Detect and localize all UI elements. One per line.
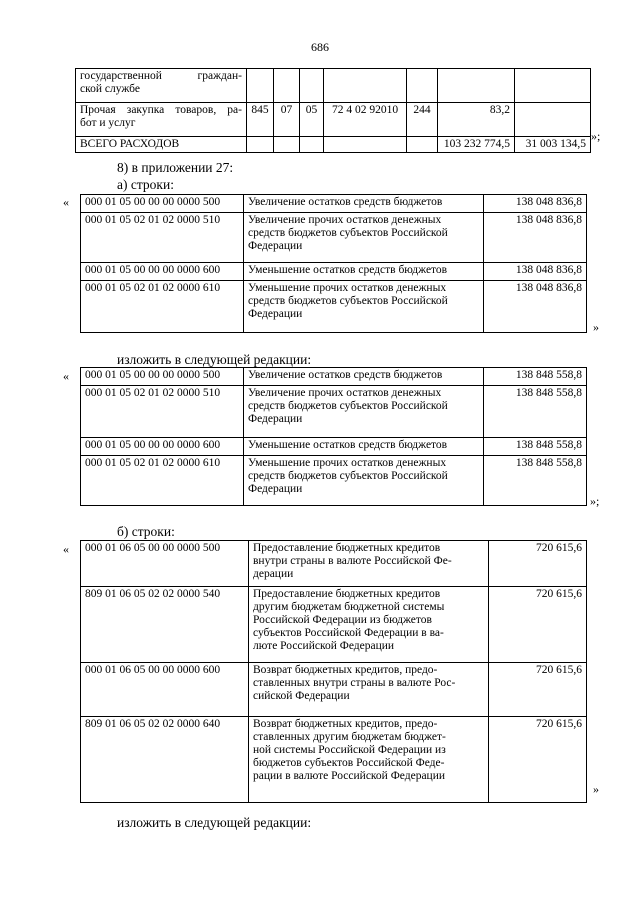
code-cell: 000 01 05 00 00 00 0000 600 <box>81 438 244 456</box>
row-name-cell <box>76 103 247 137</box>
restate-instruction: изложить в следующей редакции: <box>117 815 312 830</box>
name-line: субъектов Российской Федерации в ва- <box>253 627 444 639</box>
row-name-cell <box>76 137 247 153</box>
table-row <box>81 438 587 456</box>
value-cell: 138 848 558,8 <box>484 368 587 386</box>
name-line: ВСЕГО РАСХОДОВ <box>80 138 180 150</box>
row-name-cell <box>244 456 484 506</box>
name-line: ной системы Российской Федерации из <box>253 744 446 756</box>
table-row <box>81 587 587 663</box>
name-line: рации в валюте Российской Федерации <box>253 770 446 782</box>
value-cell: 720 615,6 <box>489 663 587 717</box>
name-line: люте Российской Федерации <box>253 640 395 652</box>
value-cell: 138 048 836,8 <box>484 263 587 281</box>
table-row <box>81 717 587 803</box>
name-line: Предоставление бюджетных кредитов <box>253 542 441 554</box>
page-number: 686 <box>311 40 329 54</box>
restate-instruction: изложить в следующей редакции: <box>117 352 312 367</box>
table-cell-c1 <box>247 69 274 103</box>
subsection-a: а) строки: <box>117 177 174 192</box>
table-cell-c6 <box>438 69 515 103</box>
name-line: государственной граждан- <box>80 70 242 82</box>
value-cell: 720 615,6 <box>489 587 587 663</box>
name-line: ставленных внутри страны в валюте Рос- <box>253 677 456 689</box>
code-cell: 000 01 06 05 00 00 0000 600 <box>81 663 249 717</box>
name-line: Уменьшение остатков средств бюджетов <box>248 439 448 451</box>
table-row <box>81 541 587 587</box>
value-cell: 138 048 836,8 <box>484 213 587 263</box>
name-line: внутри страны в валюте Российской Фе- <box>253 555 452 567</box>
table-cell-c2 <box>274 137 300 153</box>
name-line: Прочая закупка товаров, ра- <box>80 104 242 116</box>
name-line: средств бюджетов субъектов Российской <box>248 470 448 482</box>
name-line: ской службе <box>80 83 140 95</box>
table-cell-c4 <box>324 137 407 153</box>
sources-table-old-a <box>80 194 587 333</box>
expenses-table <box>75 68 591 153</box>
name-line: Уменьшение прочих остатков денежных <box>248 457 447 469</box>
table-cell-c1 <box>247 137 274 153</box>
close-quote: » <box>593 320 599 334</box>
name-line: бюджетов субъектов Российской Феде- <box>253 757 445 769</box>
table-row <box>76 69 591 103</box>
row-name-cell <box>244 213 484 263</box>
name-line: Увеличение остатков средств бюджетов <box>248 196 443 208</box>
subsection-b: б) строки: <box>117 524 175 539</box>
table-cell-c3: 05 <box>300 103 324 137</box>
name-line: другим бюджетам бюджетной системы <box>253 601 445 613</box>
table-cell-c2: 07 <box>274 103 300 137</box>
name-line: дерации <box>253 568 294 580</box>
open-quote: « <box>63 369 69 383</box>
row-name-cell <box>76 69 247 103</box>
value-cell: 138 848 558,8 <box>484 386 587 438</box>
code-cell: 809 01 06 05 02 02 0000 640 <box>81 717 249 803</box>
table-row <box>76 103 591 137</box>
code-cell: 809 01 06 05 02 02 0000 540 <box>81 587 249 663</box>
close-quote: »; <box>590 494 600 508</box>
table-cell-c6: 103 232 774,5 <box>438 137 515 153</box>
code-cell: 000 01 05 02 01 02 0000 510 <box>81 386 244 438</box>
row-name-cell <box>244 195 484 213</box>
table-cell-c7 <box>515 103 591 137</box>
name-line: Уменьшение прочих остатков денежных <box>248 282 447 294</box>
table-cell-c7: 31 003 134,5 <box>515 137 591 153</box>
row-name-cell <box>244 438 484 456</box>
code-cell: 000 01 05 02 01 02 0000 610 <box>81 281 244 333</box>
table-cell-c5: 244 <box>407 103 438 137</box>
name-line: Увеличение прочих остатков денежных <box>248 387 442 399</box>
open-quote: « <box>63 542 69 556</box>
name-line: средств бюджетов субъектов Российской <box>248 400 448 412</box>
table-cell-c2 <box>274 69 300 103</box>
row-name-cell <box>244 386 484 438</box>
value-cell: 720 615,6 <box>489 541 587 587</box>
close-quote: »; <box>591 129 601 143</box>
name-line: Федерации <box>248 413 303 425</box>
table-row <box>81 195 587 213</box>
name-line: сийской Федерации <box>253 690 350 702</box>
code-cell: 000 01 05 02 01 02 0000 510 <box>81 213 244 263</box>
name-line: Возврат бюджетных кредитов, предо- <box>253 664 438 676</box>
name-line: Предоставление бюджетных кредитов <box>253 588 441 600</box>
table-row <box>81 368 587 386</box>
name-line: Возврат бюджетных кредитов, предо- <box>253 718 438 730</box>
code-cell: 000 01 05 02 01 02 0000 610 <box>81 456 244 506</box>
name-line: средств бюджетов субъектов Российской <box>248 295 448 307</box>
table-row <box>81 386 587 438</box>
name-line: Увеличение прочих остатков денежных <box>248 214 442 226</box>
table-cell-c5 <box>407 137 438 153</box>
open-quote: « <box>63 195 69 209</box>
row-name-cell <box>249 587 489 663</box>
code-cell: 000 01 05 00 00 00 0000 500 <box>81 368 244 386</box>
name-line: Федерации <box>248 308 303 320</box>
value-cell: 138 048 836,8 <box>484 195 587 213</box>
table-cell-c1: 845 <box>247 103 274 137</box>
sources-table-new-a <box>80 367 587 506</box>
row-name-cell <box>244 263 484 281</box>
code-cell: 000 01 05 00 00 00 0000 500 <box>81 195 244 213</box>
table-cell-c4 <box>324 69 407 103</box>
row-name-cell <box>244 368 484 386</box>
value-cell: 138 848 558,8 <box>484 456 587 506</box>
section-heading: 8) в приложении 27: <box>117 160 234 175</box>
name-line: Федерации <box>248 483 303 495</box>
table-cell-c7 <box>515 69 591 103</box>
name-line: Увеличение остатков средств бюджетов <box>248 369 443 381</box>
row-name-cell <box>249 717 489 803</box>
row-name-cell <box>249 663 489 717</box>
value-cell: 138 848 558,8 <box>484 438 587 456</box>
table-cell-c4: 72 4 02 92010 <box>324 103 407 137</box>
table-cell-c3 <box>300 69 324 103</box>
value-cell: 720 615,6 <box>489 717 587 803</box>
table-cell-c6: 83,2 <box>438 103 515 137</box>
row-name-cell <box>249 541 489 587</box>
table-row <box>81 281 587 333</box>
name-line: бот и услуг <box>80 117 136 129</box>
table-row <box>81 263 587 281</box>
table-row <box>81 213 587 263</box>
name-line: ставленных другим бюджетам бюджет- <box>253 731 446 743</box>
table-row <box>81 663 587 717</box>
credits-table-old-b <box>80 540 587 803</box>
value-cell: 138 048 836,8 <box>484 281 587 333</box>
code-cell: 000 01 06 05 00 00 0000 500 <box>81 541 249 587</box>
table-row <box>76 137 591 153</box>
code-cell: 000 01 05 00 00 00 0000 600 <box>81 263 244 281</box>
close-quote: » <box>593 782 599 796</box>
table-cell-c3 <box>300 137 324 153</box>
name-line: Российской Федерации из бюджетов <box>253 614 432 626</box>
name-line: средств бюджетов субъектов Российской <box>248 227 448 239</box>
table-cell-c5 <box>407 69 438 103</box>
table-row <box>81 456 587 506</box>
row-name-cell <box>244 281 484 333</box>
name-line: Уменьшение остатков средств бюджетов <box>248 264 448 276</box>
name-line: Федерации <box>248 240 303 252</box>
